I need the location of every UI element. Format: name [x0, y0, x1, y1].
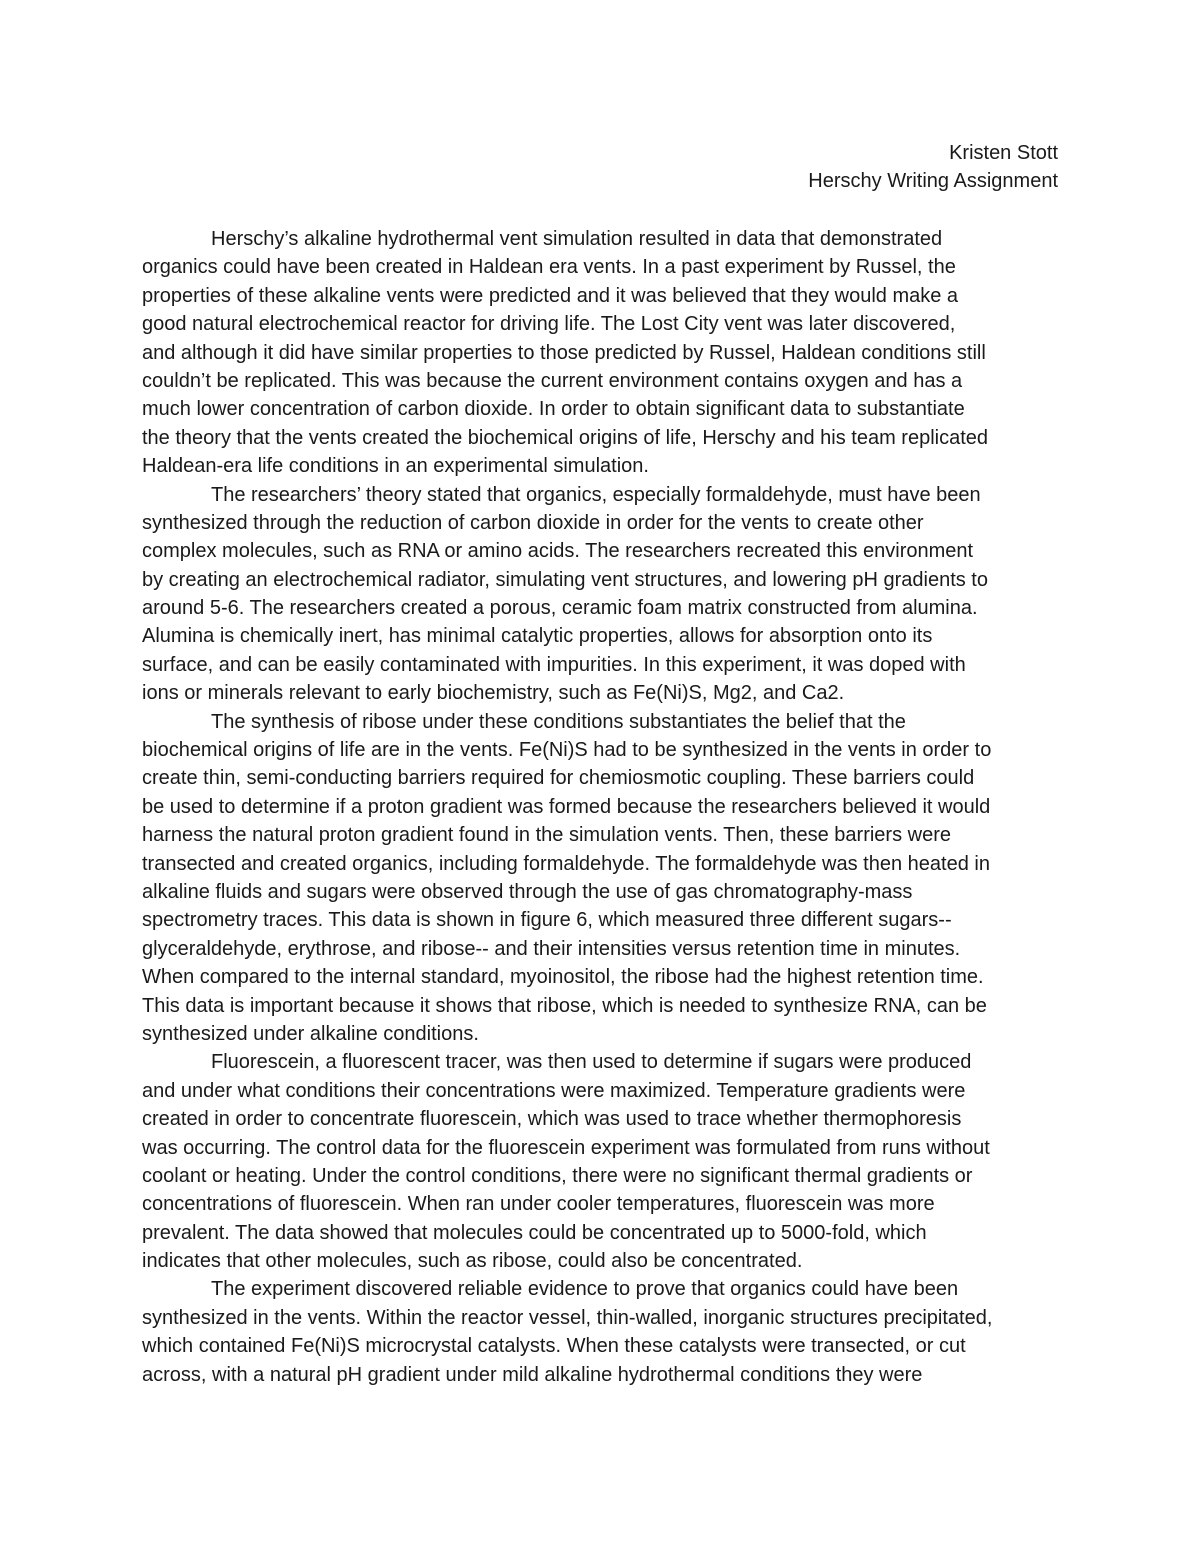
- paragraph-line: and under what conditions their concentrations were maximized. Temperature gradients were: [142, 1079, 966, 1102]
- paragraph-line: which contained Fe(Ni)S microcrystal catalysts. When these catalysts were transected, or cut: [142, 1335, 966, 1358]
- paragraph-line: was occurring. The control data for the fluorescein experiment was formulated from runs without: [142, 1136, 990, 1159]
- paragraph-line: ions or minerals relevant to early biochemistry, such as Fe(Ni)S, Mg2, and Ca2.: [142, 682, 845, 705]
- paragraph-line: organics could have been created in Haldean era vents. In a past experiment by Russel, the: [142, 256, 956, 279]
- paragraph-line: couldn’t be replicated. This was because the current environment contains oxygen and has a: [142, 369, 963, 392]
- paragraph-line: biochemical origins of life are in the vents. Fe(Ni)S had to be synthesized in the vents in order to: [142, 739, 992, 762]
- paragraph-line: Herschy’s alkaline hydrothermal vent simulation resulted in data that demonstrated: [211, 228, 943, 250]
- paragraph-line: much lower concentration of carbon dioxide. In order to obtain significant data to substantiate: [142, 398, 965, 421]
- paragraph-line: synthesized in the vents. Within the reactor vessel, thin-walled, inorganic structures precipitated,: [142, 1306, 993, 1329]
- paragraph-line: When compared to the internal standard, myoinositol, the ribose had the highest retention time.: [142, 966, 984, 989]
- document-header: [808, 139, 1058, 196]
- paragraph-line: surface, and can be easily contaminated with impurities. In this experiment, it was doped with: [142, 653, 966, 676]
- paragraph-line: Alumina is chemically inert, has minimal catalytic properties, allows for absorption onto its: [142, 625, 933, 648]
- paragraph-line: concentrations of fluorescein. When ran under cooler temperatures, fluorescein was more: [142, 1193, 935, 1216]
- paragraph-line: synthesized through the reduction of carbon dioxide in order for the vents to create other: [142, 511, 924, 534]
- paragraph-line: alkaline fluids and sugars were observed through the use of gas chromatography-mass: [142, 880, 913, 903]
- paragraph-line: spectrometry traces. This data is shown in figure 6, which measured three different sugars--: [142, 909, 952, 932]
- paragraph-line: coolant or heating. Under the control conditions, there were no significant thermal gradients or: [142, 1164, 973, 1187]
- paragraph-line: good natural electrochemical reactor for driving life. The Lost City vent was later discovered,: [142, 313, 956, 336]
- paragraph-line: The experiment discovered reliable evidence to prove that organics could have been: [211, 1278, 959, 1301]
- paragraph-line: across, with a natural pH gradient under mild alkaline hydrothermal conditions they were: [142, 1363, 923, 1386]
- paragraph-line: glyceraldehyde, erythrose, and ribose-- and their intensities versus retention time in minutes.: [142, 937, 961, 960]
- paragraph-line: The researchers’ theory stated that organics, especially formaldehyde, must have been: [211, 483, 981, 506]
- paragraph-line: harness the natural proton gradient found in the simulation vents. Then, these barriers were: [142, 824, 951, 847]
- paragraph-line: transected and created organics, including formaldehyde. The formaldehyde was then heated in: [142, 852, 990, 875]
- paragraph-line: This data is important because it shows that ribose, which is needed to synthesize RNA, can be: [142, 994, 987, 1017]
- paragraph-line: created in order to concentrate fluorescein, which was used to trace whether thermophoresis: [142, 1108, 962, 1131]
- paragraph-line: and although it did have similar properties to those predicted by Russel, Haldean conditions still: [142, 341, 986, 364]
- paragraph-line: create thin, semi-conducting barriers required for chemiosmotic coupling. These barriers could: [142, 767, 975, 790]
- paragraph-line: Haldean-era life conditions in an experimental simulation.: [142, 455, 649, 478]
- paragraph-line: by creating an electrochemical radiator, simulating vent structures, and lowering pH gradients to: [142, 568, 988, 591]
- paragraph-line: around 5-6. The researchers created a porous, ceramic foam matrix constructed from alumina.: [142, 597, 978, 620]
- document-body: [142, 225, 1058, 1389]
- assignment-title: Herschy Writing Assignment: [808, 170, 1058, 193]
- paragraph-line: properties of these alkaline vents were predicted and it was believed that they would make a: [142, 284, 959, 307]
- paragraph-line: The synthesis of ribose under these conditions substantiates the belief that the: [211, 710, 906, 733]
- paragraph-line: complex molecules, such as RNA or amino acids. The researchers recreated this environment: [142, 540, 974, 563]
- paragraph-line: indicates that other molecules, such as ribose, could also be concentrated.: [142, 1250, 803, 1273]
- paragraph-line: synthesized under alkaline conditions.: [142, 1022, 479, 1045]
- paragraph-line: the theory that the vents created the biochemical origins of life, Herschy and his team replicated: [142, 426, 989, 449]
- paragraph-line: prevalent. The data showed that molecules could be concentrated up to 5000-fold, which: [142, 1221, 927, 1244]
- paragraph-line: be used to determine if a proton gradient was formed because the researchers believed it would: [142, 795, 991, 818]
- author-name: Kristen Stott: [949, 142, 1058, 164]
- paragraph-line: Fluorescein, a fluorescent tracer, was then used to determine if sugars were produced: [211, 1051, 972, 1074]
